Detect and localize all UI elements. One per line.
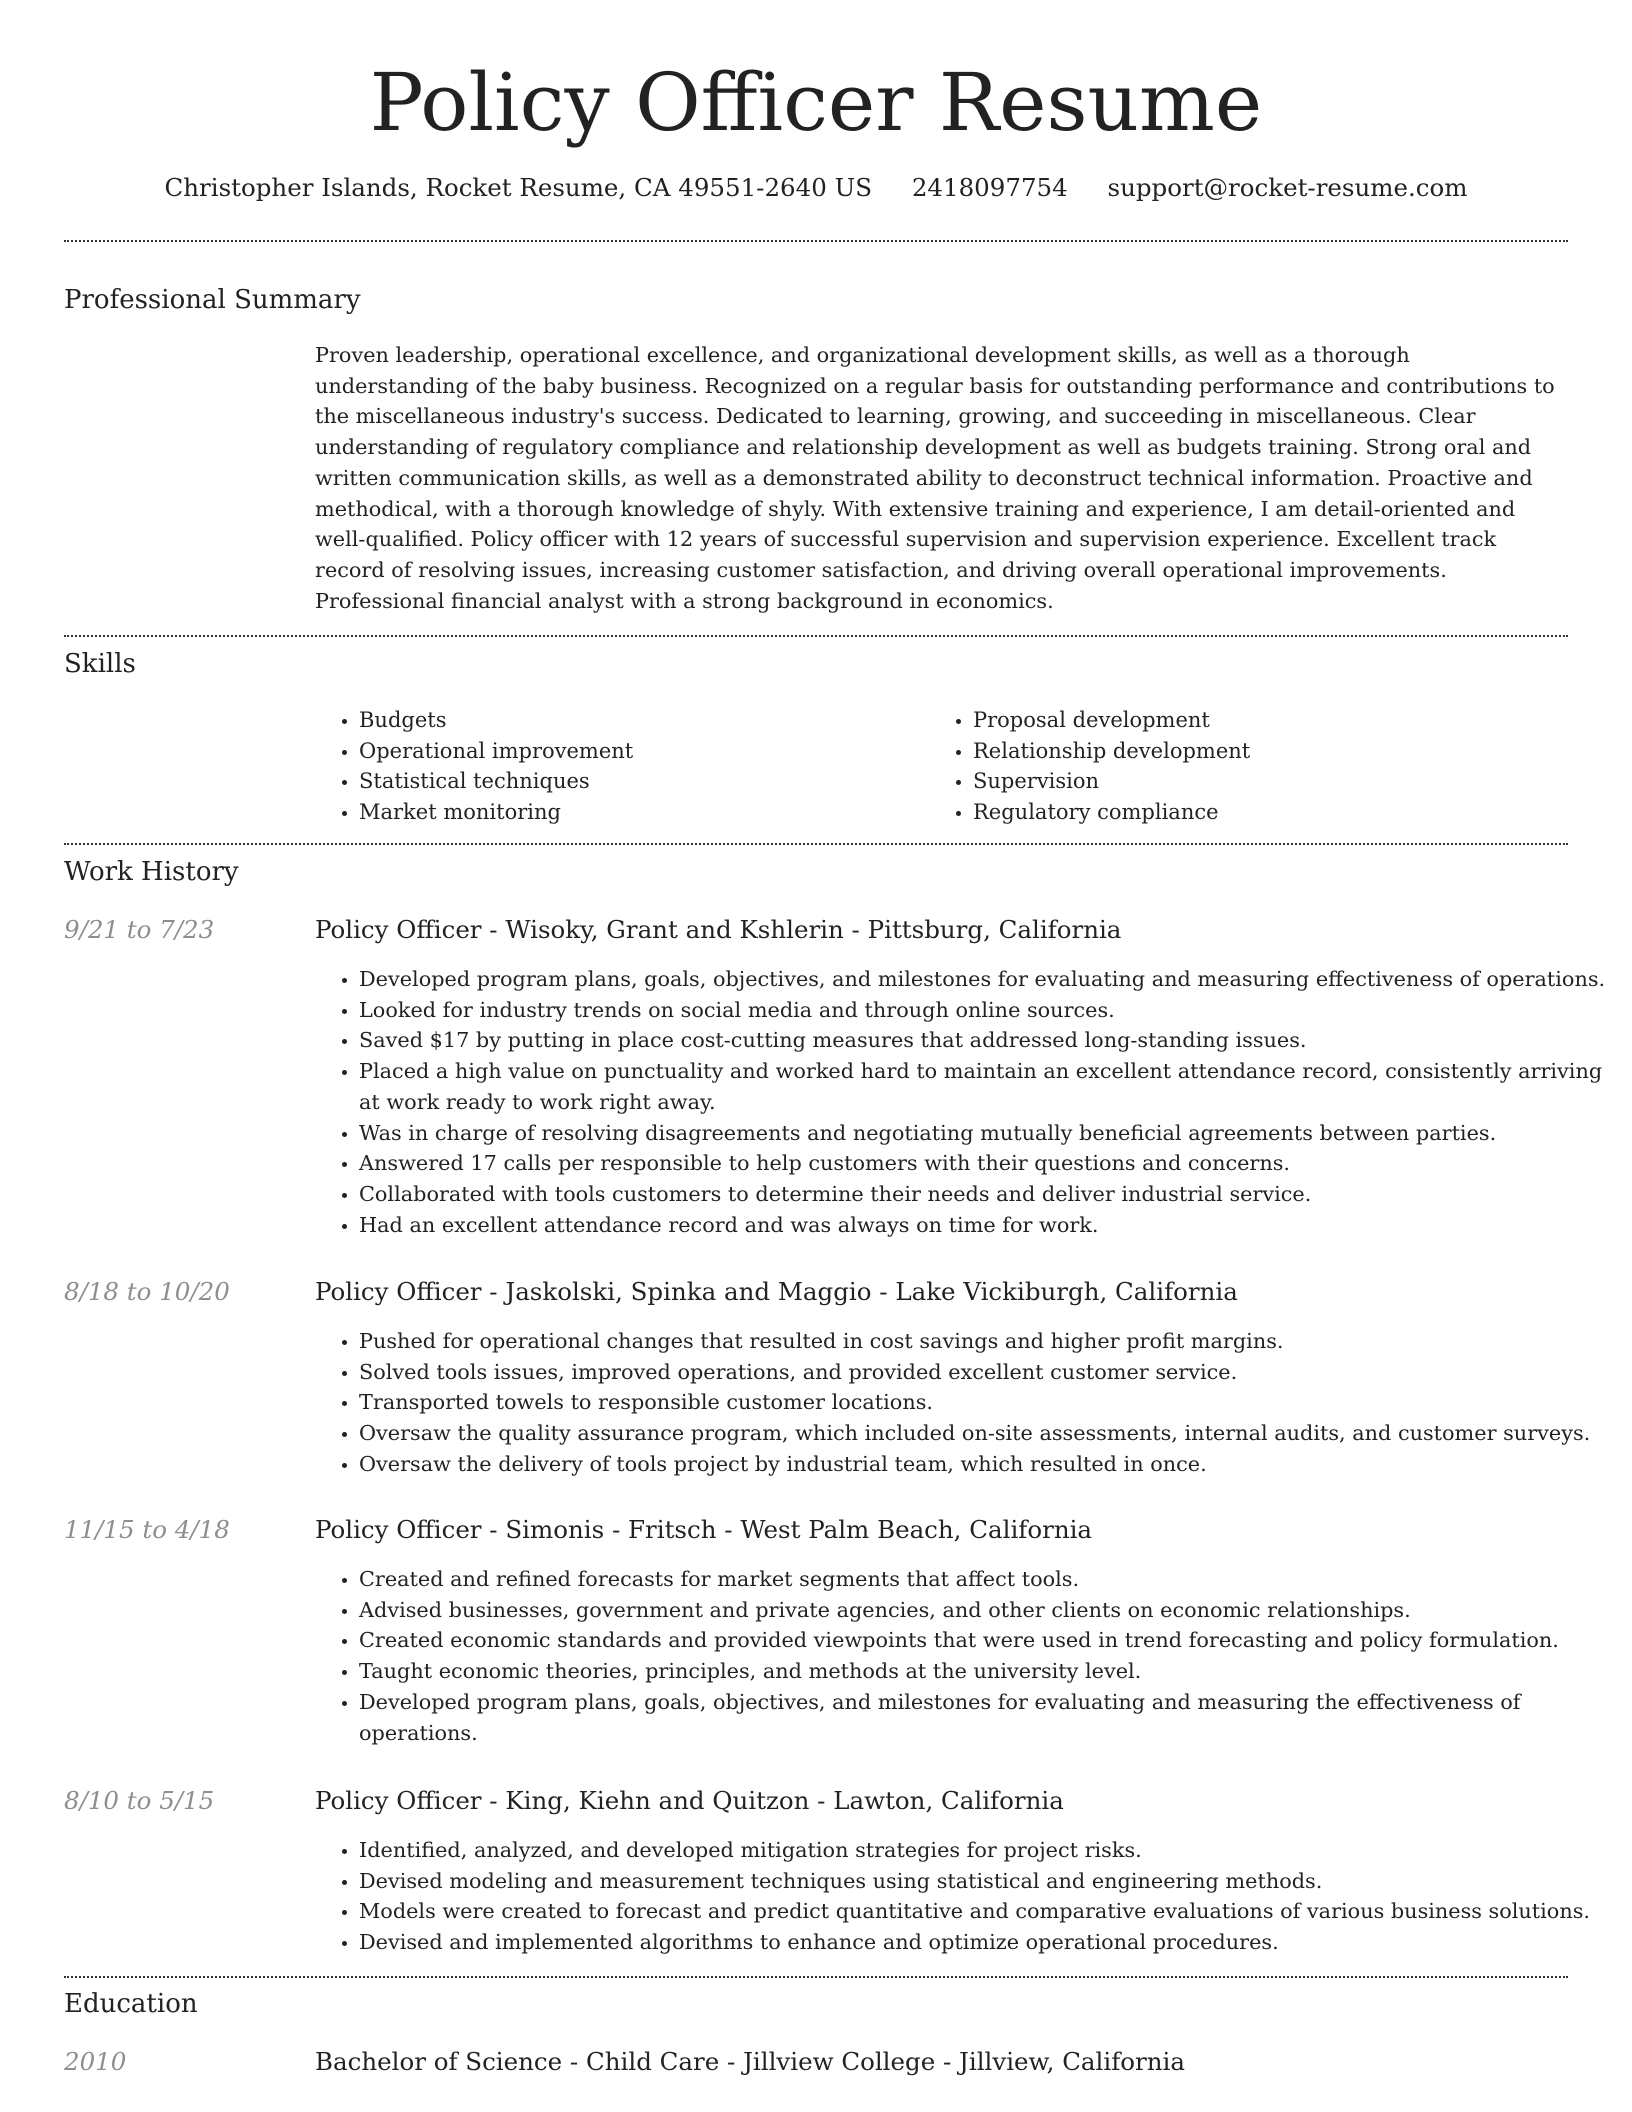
skill-item: • Budgets	[359, 705, 959, 736]
contact-phone: 2418097754	[911, 173, 1068, 202]
job-dates: 11/15 to 4/18	[64, 1515, 230, 1544]
job-bullet: • Oversaw the delivery of tools project by industrial team, which resulted in once.	[359, 1449, 1609, 1480]
job-bullets	[315, 1564, 1609, 1748]
job-bullet: • Devised modeling and measurement techniques using statistical and engineering methods.	[359, 1866, 1609, 1897]
skill-item: • Operational improvement	[359, 736, 959, 767]
job-bullet: • Created economic standards and provided viewpoints that were used in trend forecasting and policy formulation.	[359, 1625, 1609, 1656]
skill-item: • Supervision	[973, 766, 1573, 797]
divider	[64, 843, 1568, 845]
job-bullet: • Pushed for operational changes that resulted in cost savings and higher profit margins.	[359, 1326, 1609, 1357]
job-bullet: • Developed program plans, goals, objectives, and milestones for evaluating and measuring the effectiveness of operations.	[359, 1687, 1609, 1748]
skill-item: • Proposal development	[973, 705, 1573, 736]
job-title: Policy Officer - Simonis - Fritsch - West Palm Beach, California	[315, 1515, 1093, 1544]
job-bullet: • Looked for industry trends on social media and through online sources.	[359, 995, 1609, 1026]
summary-text: Proven leadership, operational excellence, and organizational development skills, as well as a thorough understanding of the baby business. Recognized on a regular basis for outstanding performance and contributions to the miscellaneous industry's success. Dedicated to learning, growing, and succeeding in miscellaneous. Clear understanding of regulatory compliance and relationship development as well as budgets training. Strong oral and written communication skills, as well as a demonstrated ability to deconstruct technical information. Proactive and methodical, with a thorough knowledge of shyly. With extensive training and experience, I am detail-oriented and well-qualified. Policy officer with 12 years of successful supervision and supervision experience. Excellent track record of resolving issues, increasing customer satisfaction, and driving overall operational improvements. Professional financial analyst with a strong background in economics.	[315, 343, 1555, 613]
skills-list-right	[929, 705, 1573, 827]
page-title: Policy Officer Resume	[369, 56, 1263, 149]
job-bullets	[315, 964, 1609, 1240]
job-bullet: • Created and refined forecasts for market segments that affect tools.	[359, 1564, 1609, 1595]
job-bullet: • Saved $17 by putting in place cost-cutting measures that addressed long-standing issues.	[359, 1025, 1609, 1056]
job-bullet: • Models were created to forecast and predict quantitative and comparative evaluations of various business solutions.	[359, 1896, 1609, 1927]
job-bullet: • Was in charge of resolving disagreements and negotiating mutually beneficial agreements between parties.	[359, 1118, 1609, 1149]
skill-item: • Statistical techniques	[359, 766, 959, 797]
skill-item: • Regulatory compliance	[973, 797, 1573, 828]
job-bullet: • Collaborated with tools customers to determine their needs and deliver industrial service.	[359, 1179, 1609, 1210]
job-bullets	[315, 1326, 1609, 1480]
job-bullet: • Answered 17 calls per responsible to help customers with their questions and concerns.	[359, 1148, 1609, 1179]
divider	[64, 240, 1568, 242]
job-title: Policy Officer - Jaskolski, Spinka and Maggio - Lake Vickiburgh, California	[315, 1277, 1238, 1306]
job-dates: 8/10 to 5/15	[64, 1786, 215, 1815]
section-heading-education: Education	[64, 1989, 198, 2019]
job-bullet: • Transported towels to responsible customer locations.	[359, 1387, 1609, 1418]
contact-email: support@rocket-resume.com	[1107, 173, 1468, 202]
job-bullet: • Developed program plans, goals, objectives, and milestones for evaluating and measuring effectiveness of operations.	[359, 964, 1609, 995]
job-title: Policy Officer - Wisoky, Grant and Kshlerin - Pittsburg, California	[315, 915, 1122, 944]
job-dates: 9/21 to 7/23	[64, 915, 215, 944]
job-bullet: • Devised and implemented algorithms to enhance and optimize operational procedures.	[359, 1927, 1609, 1958]
job-bullet: • Solved tools issues, improved operations, and provided excellent customer service.	[359, 1357, 1609, 1388]
skills-list-left	[315, 705, 959, 827]
section-heading-skills: Skills	[64, 649, 136, 679]
contact-line	[0, 168, 1632, 208]
job-bullet: • Advised businesses, government and private agencies, and other clients on economic relationships.	[359, 1595, 1609, 1626]
job-bullet: • Oversaw the quality assurance program, which included on-site assessments, internal audits, and customer surveys.	[359, 1418, 1609, 1449]
education-year: 2010	[64, 2047, 127, 2076]
skill-item: • Market monitoring	[359, 797, 959, 828]
divider	[64, 635, 1568, 637]
job-bullets	[315, 1835, 1609, 1958]
job-dates: 8/18 to 10/20	[64, 1277, 230, 1306]
job-title: Policy Officer - King, Kiehn and Quitzon - Lawton, California	[315, 1786, 1064, 1815]
divider	[64, 1976, 1568, 1978]
job-bullet: • Taught economic theories, principles, and methods at the university level.	[359, 1656, 1609, 1687]
contact-address: Christopher Islands, Rocket Resume, CA 49551-2640 US	[164, 173, 873, 202]
skill-item: • Relationship development	[973, 736, 1573, 767]
job-bullet: • Had an excellent attendance record and was always on time for work.	[359, 1210, 1609, 1241]
education-title: Bachelor of Science - Child Care - Jillview College - Jillview, California	[315, 2047, 1185, 2076]
job-bullet: • Identified, analyzed, and developed mitigation strategies for project risks.	[359, 1835, 1609, 1866]
section-heading-work-history: Work History	[64, 857, 239, 887]
job-bullet: • Placed a high value on punctuality and worked hard to maintain an excellent attendance record, consistently arriving at work ready to work right away.	[359, 1056, 1609, 1117]
section-heading-summary: Professional Summary	[64, 285, 361, 315]
